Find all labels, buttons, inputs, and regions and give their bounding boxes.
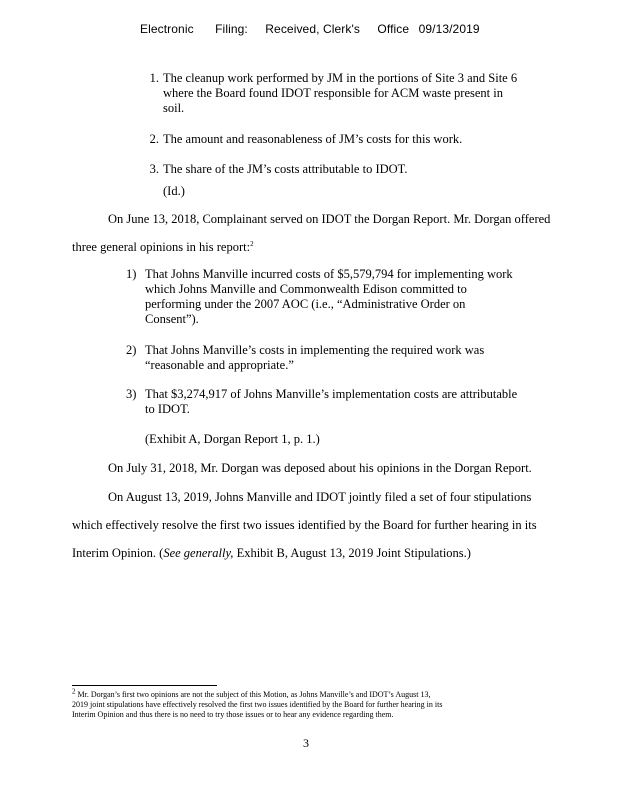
header-date: 09/13/2019 [418, 22, 480, 36]
header-electronic: Electronic [140, 22, 194, 36]
paragraph-text: three general opinions in his report: [72, 240, 251, 254]
issue-citation: (Id.) [163, 184, 185, 198]
issue-number: 2. [149, 132, 159, 146]
opinion-text-line: which Johns Manville and Commonwealth Edison committed to [145, 282, 467, 296]
header-received: Received, Clerk's [265, 22, 360, 36]
header-filing: Filing: [215, 22, 248, 36]
footnote-mark: 2 [72, 687, 76, 696]
paragraph-line: On June 13, 2018, Complainant served on IDOT the Dorgan Report. Mr. Dorgan offered [108, 212, 551, 226]
paragraph-line [72, 546, 471, 561]
paragraph-text: Exhibit B, August 13, 2019 Joint Stipulations.) [233, 546, 471, 560]
issue-text-line: The cleanup work performed by JM in the portions of Site 3 and Site 6 [163, 71, 518, 85]
signal-italic: See generally, [163, 546, 234, 560]
opinion-text-line: That Johns Manville incurred costs of $5,579,794 for implementing work [145, 267, 513, 281]
paragraph-line [72, 240, 254, 255]
footnote-line: Interim Opinion and thus there is no need to try those issues or to hear any evidence regarding them. [72, 710, 394, 719]
footnote-text: Mr. Dorgan’s first two opinions are not the subject of this Motion, as Johns Manville’s and IDOT’s August 13, [77, 690, 431, 699]
paragraph-text: Interim Opinion. ( [72, 546, 164, 560]
page-number: 3 [303, 736, 309, 750]
issue-text-line: where the Board found IDOT responsible for ACM waste present in [163, 86, 503, 100]
paragraph-line: which effectively resolve the first two issues identified by the Board for further hearing in its [72, 518, 537, 532]
filing-header [140, 22, 480, 36]
paragraph-line: On July 31, 2018, Mr. Dorgan was deposed about his opinions in the Dorgan Report. [108, 461, 532, 475]
issue-number: 3. [149, 162, 159, 176]
issue-text-line: The share of the JM’s costs attributable to IDOT. [163, 162, 408, 176]
issue-number: 1. [149, 71, 159, 85]
opinion-text-line: to IDOT. [145, 402, 190, 416]
opinion-citation: (Exhibit A, Dorgan Report 1, p. 1.) [145, 432, 320, 446]
opinion-number: 1) [126, 267, 137, 281]
opinion-text-line: “reasonable and appropriate.” [145, 358, 294, 372]
issue-text-line: soil. [163, 101, 185, 115]
opinion-number: 3) [126, 387, 137, 401]
opinion-text-line: Consent”). [145, 312, 199, 326]
opinion-text-line: That Johns Manville’s costs in implementing the required work was [145, 343, 485, 357]
opinion-number: 2) [126, 343, 137, 357]
footnote-line [72, 687, 431, 700]
opinion-text-line: performing under the 2007 AOC (i.e., “Administrative Order on [145, 297, 466, 311]
opinion-text-line: That $3,274,917 of Johns Manville’s implementation costs are attributable [145, 387, 518, 401]
issue-text-line: The amount and reasonableness of JM’s costs for this work. [163, 132, 463, 146]
paragraph-line: On August 13, 2019, Johns Manville and IDOT jointly filed a set of four stipulations [108, 490, 532, 504]
footnote-separator [72, 685, 217, 686]
footnote-ref: 2 [250, 239, 254, 248]
footnote-line: 2019 joint stipulations have effectively resolved the first two issues identified by the Board for further hearing in its [72, 700, 443, 709]
header-office: Office [377, 22, 410, 36]
